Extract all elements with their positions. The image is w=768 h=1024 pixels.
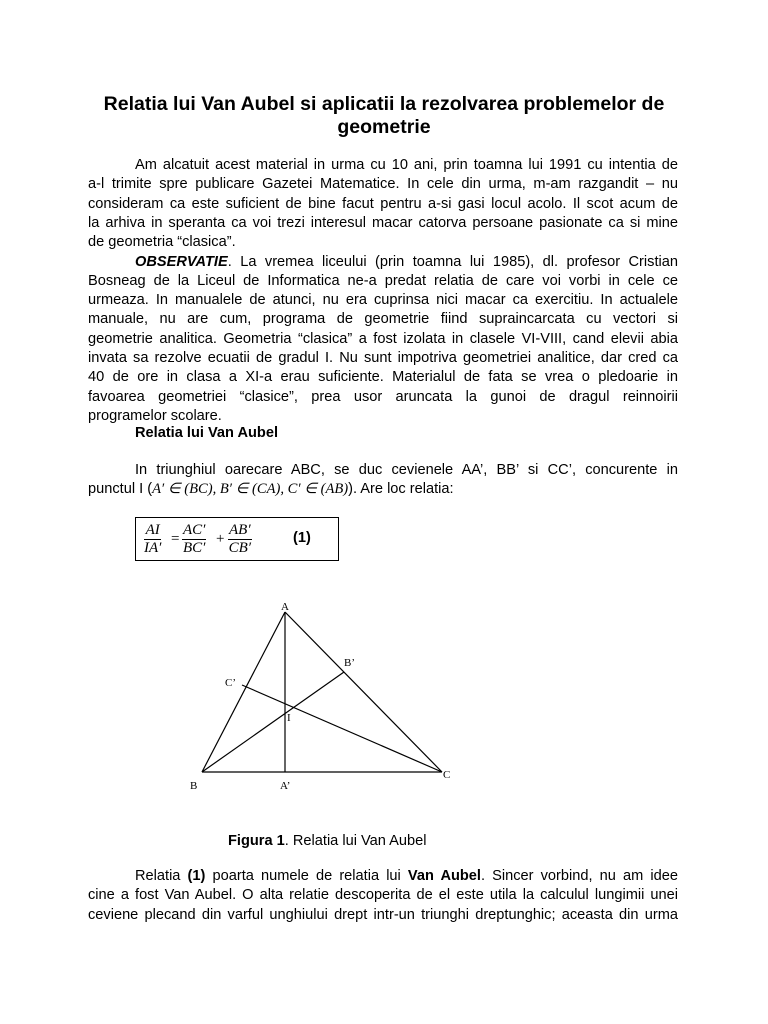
intro-line: a-l trimite spre publicare Gazetei Matematice. In cele din urma, m-am razgandit – nu	[88, 176, 678, 193]
side-ac	[285, 612, 442, 772]
observation-label: OBSERVATIE	[135, 253, 228, 270]
title-line-1: Relatia lui Van Aubel si aplicatii la rezolvarea problemelor de	[103, 93, 665, 115]
observation-line: invata sa rezolve ecuatii de gradul I. Nu sunt impotriva geometriei analitice, dar cred ca	[88, 349, 678, 366]
document-title	[60, 93, 708, 139]
plus-sign: +	[216, 531, 225, 547]
theorem-line-1: In triunghiul oarecare ABC, se duc cevienele AA’, BB’ si CC’, concurente in	[135, 462, 678, 478]
label-b-prime: B’	[344, 657, 355, 669]
observation-line: favoarea geometriei “clasice”, prea usor aruncata la gunoi de dragul reinnoirii	[88, 388, 678, 405]
final-first-line	[88, 867, 678, 886]
side-ab	[202, 612, 285, 772]
equation-number: (1)	[293, 530, 311, 546]
observation-line: 40 de ore in clasa a XI-a erau suficiente. Materialul de fata se vrea o pledoarie in	[88, 369, 678, 386]
fraction-denominator: CB′	[228, 540, 252, 556]
theorem-text-start: punctul I (	[88, 481, 153, 498]
observation-first-text: . La vremea liceului (prin toamna lui 1985), dl. profesor Cristian	[227, 253, 678, 270]
fraction-numerator: AB′	[229, 522, 251, 538]
fraction-ac-bc	[182, 522, 206, 557]
theorem-conditions: A′ ∈ (BC), B′ ∈ (CA), C′ ∈ (AB)	[152, 481, 349, 498]
final-text: . Sincer vorbind, nu am idee	[480, 868, 678, 884]
van-aubel-name: Van Aubel	[407, 868, 481, 884]
relation-reference: (1)	[187, 868, 206, 884]
final-text: poarta numele de relatia lui	[205, 868, 408, 884]
final-paragraph	[88, 867, 678, 925]
observation-line: urmeaza. In manualele de atunci, nu era cuprinsa nici macar ca exercitiu. In actualele	[88, 292, 678, 309]
observation-line: Bosneag de la Liceul de Informatica ne-a predat relatia de care voi vorbi in cele ce	[88, 272, 678, 289]
fraction-denominator: IA′	[144, 540, 162, 556]
fraction-numerator: AI	[145, 522, 160, 538]
cevian-cc-prime	[242, 685, 442, 772]
intro-line: la arhiva in speranta ca voi trezi interesul macar catorva persoane pasionate ca si mine	[88, 214, 678, 231]
label-c-prime: C’	[225, 677, 236, 689]
caption-label: Figura 1	[228, 833, 285, 849]
intro-line: de geometria “clasica”.	[88, 234, 236, 251]
label-i: I	[287, 712, 291, 724]
label-a: A	[281, 601, 289, 613]
fraction-denominator: BC′	[183, 540, 206, 556]
figure-caption	[228, 833, 426, 849]
label-a-prime: A’	[280, 780, 291, 792]
fraction-numerator: AC′	[183, 522, 206, 538]
final-text: Relatia	[135, 868, 188, 884]
fraction-ab-cb	[228, 522, 252, 557]
label-b: B	[190, 780, 198, 792]
theorem-line-2	[88, 480, 678, 499]
section-heading: Relatia lui Van Aubel	[135, 425, 279, 441]
intro-paragraph	[88, 156, 678, 252]
cevian-bb-prime	[202, 672, 344, 772]
title-line-2: geometrie	[337, 116, 431, 138]
intro-line: consideram ca este suficient de bine facut pentru a-si gasi locul acolo. Il scot acum de	[88, 195, 678, 212]
theorem-text-end: ). Are loc relatia:	[348, 481, 454, 498]
observation-paragraph	[88, 253, 678, 427]
label-c: C	[443, 769, 451, 781]
observation-line: manuale, nu are cum, programa de geometrie fiind supraincarcata cu vectori si	[88, 311, 678, 328]
final-line: ceviene plecand din varful unghiului drept intr-un triunghi dreptunghic; aceasta din urma	[88, 906, 678, 923]
observation-line: programelor scolare.	[88, 407, 222, 424]
formula-box	[135, 517, 339, 561]
final-line: cine a fost Van Aubel. O alta relatie descoperita de el este utila la calculul lungimii unei	[88, 887, 678, 904]
observation-first-line	[88, 253, 678, 272]
triangle-figure	[185, 595, 460, 795]
theorem-paragraph	[88, 461, 678, 500]
equals-sign: =	[171, 531, 180, 547]
fraction-ai-ia	[144, 522, 161, 557]
intro-line: Am alcatuit acest material in urma cu 10 ani, prin toamna lui 1991 cu intentia de	[135, 157, 678, 173]
caption-text: . Relatia lui Van Aubel	[284, 833, 427, 849]
observation-line: geometrie analitica. Geometria “clasica” a fost izolata in clasele VI-VIII, cand elevii abia	[88, 330, 678, 347]
